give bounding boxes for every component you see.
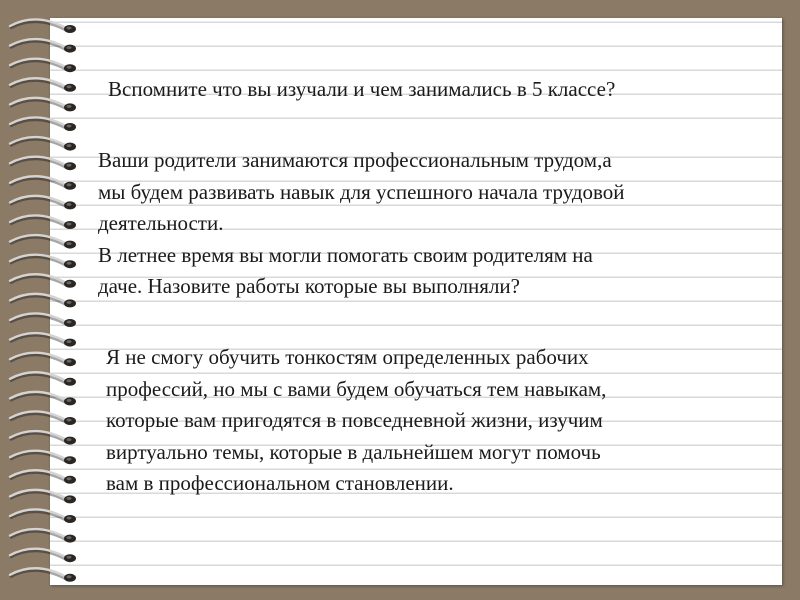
spiral-ring	[10, 392, 76, 406]
spiral-ring	[10, 137, 76, 151]
teacher-paragraph	[106, 342, 766, 500]
paragraph-line: которые вам пригодятся в повседневной жизни, изучим	[106, 408, 603, 432]
spiral-ring	[10, 490, 76, 504]
spiral-ring	[10, 353, 76, 367]
spiral-ring	[10, 196, 76, 210]
paragraph-line: мы будем развивать навык для успешного начала трудовой	[98, 179, 625, 204]
spiral-ring	[10, 509, 76, 523]
spiral-ring	[10, 313, 76, 327]
paragraph-line: вам в профессиональном становлении.	[106, 471, 454, 495]
spiral-ring	[10, 117, 76, 131]
spiral-ring	[10, 529, 76, 543]
question-line: Вспомните что вы изучали и чем занимались в 5 классе?	[108, 77, 616, 101]
spiral-ring	[10, 411, 76, 425]
spiral-ring	[10, 98, 76, 112]
paragraph-line: Я не смогу обучить тонкостям определенных рабочих	[106, 345, 589, 369]
paragraph-line: профессий, но мы с вами будем обучаться тем навыкам,	[106, 376, 607, 401]
question-text	[108, 74, 768, 106]
parents-paragraph	[98, 145, 776, 303]
spiral-ring	[10, 372, 76, 386]
spiral-ring	[10, 235, 76, 249]
spiral-binding-icon	[0, 0, 100, 600]
spiral-ring	[10, 294, 76, 308]
paragraph-line: деятельности.	[98, 211, 224, 235]
spiral-ring	[10, 333, 76, 347]
spiral-ring	[10, 549, 76, 563]
spiral-ring	[10, 431, 76, 445]
spiral-ring	[10, 157, 76, 171]
spiral-ring	[10, 470, 76, 484]
spiral-ring	[10, 59, 76, 73]
spiral-ring	[10, 39, 76, 53]
spiral-ring	[10, 215, 76, 229]
spiral-ring	[10, 451, 76, 465]
spiral-ring	[10, 19, 76, 33]
spiral-ring	[10, 274, 76, 288]
spiral-ring	[10, 78, 76, 92]
paragraph-line: даче. Назовите работы которые вы выполняли?	[98, 274, 520, 298]
paragraph-line: В летнее время вы могли помогать своим родителям на	[98, 242, 593, 267]
paragraph-line: Ваши родители занимаются профессиональным трудом,а	[98, 148, 612, 172]
spiral-ring	[10, 568, 76, 582]
spiral-ring	[10, 255, 76, 269]
spiral-ring	[10, 176, 76, 190]
paragraph-line: виртуально темы, которые в дальнейшем могут помочь	[106, 439, 601, 464]
